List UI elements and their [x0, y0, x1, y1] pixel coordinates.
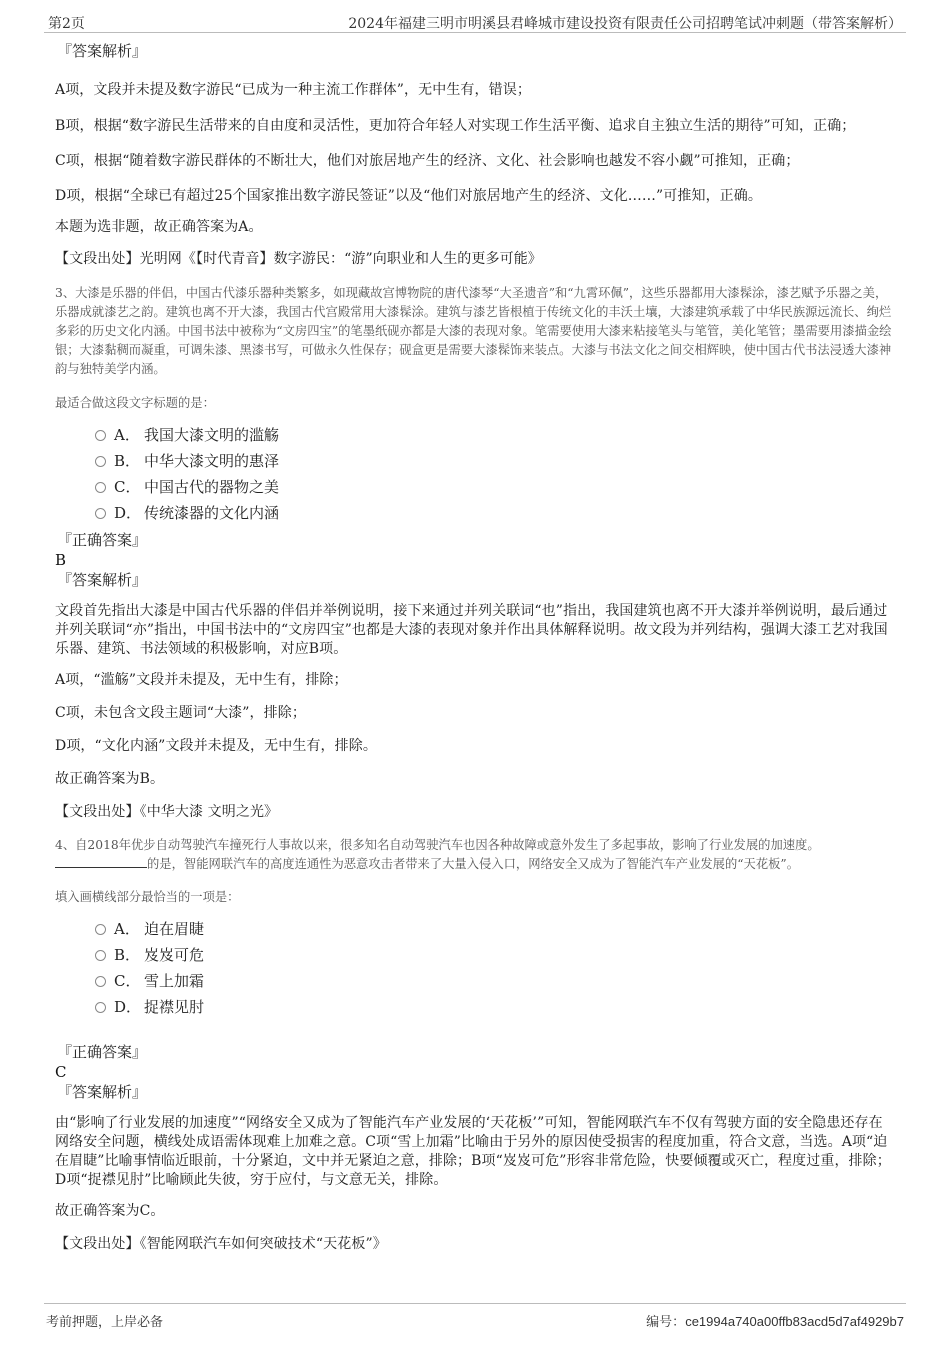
option-d[interactable]: D． 传统漆器的文化内涵 [95, 500, 895, 526]
option-text: 岌岌可危 [144, 946, 205, 964]
answer-label: 『正确答案』 [57, 1043, 148, 1061]
page-header [44, 10, 906, 33]
conclusion: 故正确答案为C。 [55, 1203, 165, 1219]
correct-answer: B [55, 551, 67, 569]
analysis-label: 『答案解析』 [57, 571, 148, 589]
analysis-para-d: D项，根据“全球已有超过25个国家推出数字游民签证”以及“他们对旅居地产生的经济、文化……”可推知，正确。 [55, 188, 762, 204]
option-b[interactable]: B． 岌岌可危 [95, 942, 895, 968]
correct-answer: C [55, 1063, 67, 1081]
source: 【文段出处】光明网《【时代青音】数字游民：“游”向职业和人生的更多可能》 [55, 251, 542, 267]
radio-button-icon[interactable] [95, 430, 106, 441]
analysis-label: 『答案解析』 [57, 42, 148, 60]
option-text: 捉襟见肘 [144, 998, 205, 1016]
analysis-para-c: C项，未包含文段主题词“大漆”，排除； [55, 705, 306, 721]
question-3-stem: 3、大漆是乐器的伴侣，中国古代漆乐器种类繁多，如现藏故宫博物院的唐代漆琴“大圣遗音”和“九霄环佩”，这些乐器都用大漆髹涂，漆艺赋予乐器之美，乐器成就漆艺之韵。建筑也离不开大漆，我国古代宫殿常用大漆髹涂。建筑与漆艺皆根植于传统文化的丰沃土壤，大漆建筑承载了中华民族源远流长、绚烂多彩的历史文化内涵。中国书法中被称为“文房四宝”的笔墨纸砚亦都是大漆的表现对象。笔需要使用大漆来粘接笔头与笔管，美化笔管；墨需要用漆描金绘银；大漆黏稠而凝重，可调朱漆、黑漆书写，可做永久性保存；砚盒更是需要大漆髹饰来装点。大漆与书法文化之间交相辉映，使中国古代书法浸透大漆神韵与独特美学内涵。 [55, 286, 892, 376]
question-4-options [55, 916, 895, 1020]
footer-slogan: 考前押题，上岸必备 [46, 1315, 164, 1330]
source: 【文段出处】《中华大漆 文明之光》 [55, 804, 279, 820]
question-3-options [55, 422, 895, 526]
option-text: 雪上加霜 [144, 972, 205, 990]
radio-button-icon[interactable] [95, 482, 106, 493]
option-b[interactable]: B． 中华大漆文明的惠泽 [95, 448, 895, 474]
page-footer [44, 1303, 906, 1330]
radio-button-icon[interactable] [95, 456, 106, 467]
question-4-prompt: 填入画横线部分最恰当的一项是： [55, 890, 240, 904]
analysis-para-a: A项，文段并未提及数字游民“已成为一种主流工作群体”，无中生有，错误； [55, 82, 531, 98]
option-text: 我国大漆文明的滥觞 [144, 426, 280, 444]
option-text: 传统漆器的文化内涵 [144, 504, 280, 522]
conclusion: 故正确答案为B。 [55, 771, 165, 787]
source: 【文段出处】《智能网联汽车如何突破技术“天花板”》 [55, 1236, 387, 1252]
analysis-para-b: B项，根据“数字游民生活带来的自由度和灵活性，更加符合年轻人对实现工作生活平衡、追求自主独立生活的期待”可知，正确； [55, 118, 856, 134]
analysis-para-c: C项，根据“随着数字游民群体的不断壮大，他们对旅居地产生的经济、文化、社会影响也越发不容小觑”可推知，正确； [55, 153, 800, 169]
analysis-para-a: A项，“滥觞”文段并未提及，无中生有，排除； [55, 672, 348, 688]
analysis-text: 由“影响了行业发展的加速度”“网络安全又成为了智能汽车产业发展的‘天花板’”可知，智能网联汽车不仅有驾驶方面的安全隐患还存在网络安全问题，横线处成语需体现难上加难之意。C项“雪上加霜”比喻由于另外的原因使受损害的程度加重，符合文意，当选。A项“迫在眉睫”比喻事情临近眼前，十分紧迫，文中并无紧迫之意，排除；B项“岌岌可危”形容非常危险，快要倾覆或灭亡，程度过重，排除；D项“捉襟见肘”比喻顾此失彼，穷于应付，与文意无关，排除。 [55, 1115, 891, 1188]
radio-button-icon[interactable] [95, 1002, 106, 1013]
analysis-para-d: D项，“文化内涵”文段并未提及，无中生有，排除。 [55, 738, 377, 754]
question-3-prompt: 最适合做这段文字标题的是： [55, 396, 215, 410]
option-text: 中国古代的器物之美 [144, 478, 280, 496]
page-number: 第2页 [48, 16, 85, 32]
option-d[interactable]: D． 捉襟见肘 [95, 994, 895, 1020]
option-a[interactable]: A． 我国大漆文明的滥觞 [95, 422, 895, 448]
radio-button-icon[interactable] [95, 924, 106, 935]
fill-blank [55, 855, 147, 868]
radio-button-icon[interactable] [95, 950, 106, 961]
document-code: 编号：ce1994a740a00ffb83acd5d7af4929b7 [646, 1314, 904, 1330]
page-content [55, 41, 895, 1254]
conclusion: 本题为选非题，故正确答案为A。 [55, 219, 263, 235]
question-4-stem: 4、自2018年优步自动驾驶汽车撞死行人事故以来，很多知名自动驾驶汽车也因各种故障或意外发生了多起事故，影响了行业发展的加速度。 的是，智能网联汽车的高度连通性为恶意攻击者带来了大量入侵入口，网络安全又成为了智能汽车产业发展的“天花板”。 [55, 838, 820, 871]
option-text: 迫在眉睫 [144, 920, 205, 938]
analysis-label: 『答案解析』 [57, 1083, 148, 1101]
option-text: 中华大漆文明的惠泽 [144, 452, 280, 470]
radio-button-icon[interactable] [95, 508, 106, 519]
answer-label: 『正确答案』 [57, 531, 148, 549]
document-title: 2024年福建三明市明溪县君峰城市建设投资有限责任公司招聘笔试冲刺题（带答案解析） [348, 16, 902, 32]
radio-button-icon[interactable] [95, 976, 106, 987]
option-c[interactable]: C． 中国古代的器物之美 [95, 474, 895, 500]
option-a[interactable]: A． 迫在眉睫 [95, 916, 895, 942]
analysis-text: 文段首先指出大漆是中国古代乐器的伴侣并举例说明，接下来通过并列关联词“也”指出，我国建筑也离不开大漆并举例说明，最后通过并列关联词“亦”指出，中国书法中的“文房四宝”也都是大漆的表现对象并作出具体解释说明。故文段为并列结构，强调大漆工艺对我国乐器、建筑、书法领域的积极影响，对应B项。 [55, 603, 888, 657]
option-c[interactable]: C． 雪上加霜 [95, 968, 895, 994]
